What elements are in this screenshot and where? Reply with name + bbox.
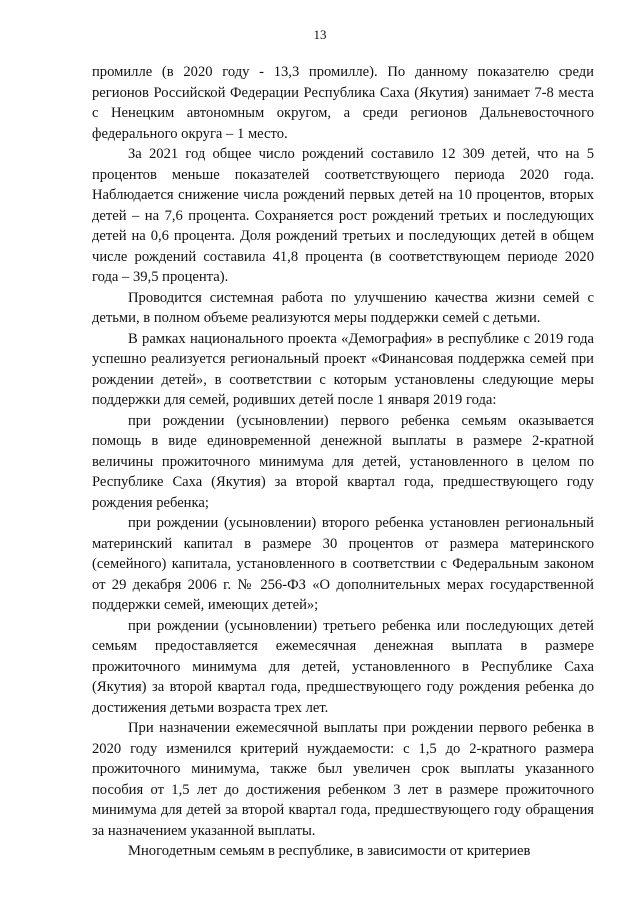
paragraph-continuation: промилле (в 2020 году - 13,3 промилле). По данному показателю среди регионов Российской Федерации Республика Саха (Якутия) занимает 7-8 места с Ненецким автономным округом, а среди регионов Дальневосточного федерального округа – 1 место. bbox=[92, 64, 594, 142]
paragraph-birth-statistics: За 2021 год общее число рождений составило 12 309 детей, что на 5 процентов меньше показателей соответствующего периода 2020 года. Наблюдается снижение числа рождений первых детей на 10 процентов, вторых детей – на 7,6 процента. Сохраняется рост рождений третьих и последующих детей на 0,6 процента. Доля рождений третьих и последующих детей в общем числе рождений составила 41,8 процента (в соответствующем периоде 2020 года – 39,5 процента). bbox=[92, 146, 594, 285]
paragraph-large-families: Многодетным семьям в республике, в зависимости от критериев bbox=[128, 843, 531, 859]
paragraph-second-child-measure: при рождении (усыновлении) второго ребенка установлен региональный материнский капитал в размере 30 процентов от размера материнского (семейного) капитала, установленного в соответствии с Федеральным законом от 29 декабря 2006 г. № 256-ФЗ «О дополнительных мерах государственной поддержки семей, имеющих детей»; bbox=[92, 515, 594, 613]
paragraph-third-child-measure: при рождении (усыновлении) третьего ребенка или последующих детей семьям предоставляется ежемесячная денежная выплата в размере прожиточного минимума для детей, установленного в Республике Саха (Якутия) за второй квартал года, предшествующего году рождения ребенка до достижения детьми возраста трех лет. bbox=[92, 617, 594, 716]
paragraph-demography-project: В рамках национального проекта «Демография» в республике с 2019 года успешно реализуется региональный проект «Финансовая поддержка семей при рождении детей», в соответствии с которым установлены следующие меры поддержки для семей, родивших детей после 1 января 2019 года: bbox=[92, 330, 594, 408]
page-number: 13 bbox=[313, 27, 327, 42]
paragraph-family-support: Проводится системная работа по улучшению качества жизни семей с детьми, в полном объеме реализуются меры поддержки семей с детьми. bbox=[92, 289, 594, 326]
paragraph-need-criterion: При назначении ежемесячной выплаты при рождении первого ребенка в 2020 году изменился критерий нуждаемости: с 1,5 до 2-кратного размера прожиточного минимума, также был увеличен срок выплаты указанного пособия от 1,5 лет до достижения ребенком 3 лет в размере прожиточного минимума для детей за второй квартал года, предшествующего году обращения за назначением указанной выплаты. bbox=[92, 720, 594, 839]
paragraph-first-child-measure: при рождении (усыновлении) первого ребенка семьям оказывается помощь в виде единовременной денежной выплаты в размере 2-кратной величины прожиточного минимума для детей, установленного в целом по Республике Саха (Якутия) за второй квартал года, предшествующего году рождения ребенка; bbox=[92, 412, 594, 511]
document-body bbox=[92, 62, 594, 862]
